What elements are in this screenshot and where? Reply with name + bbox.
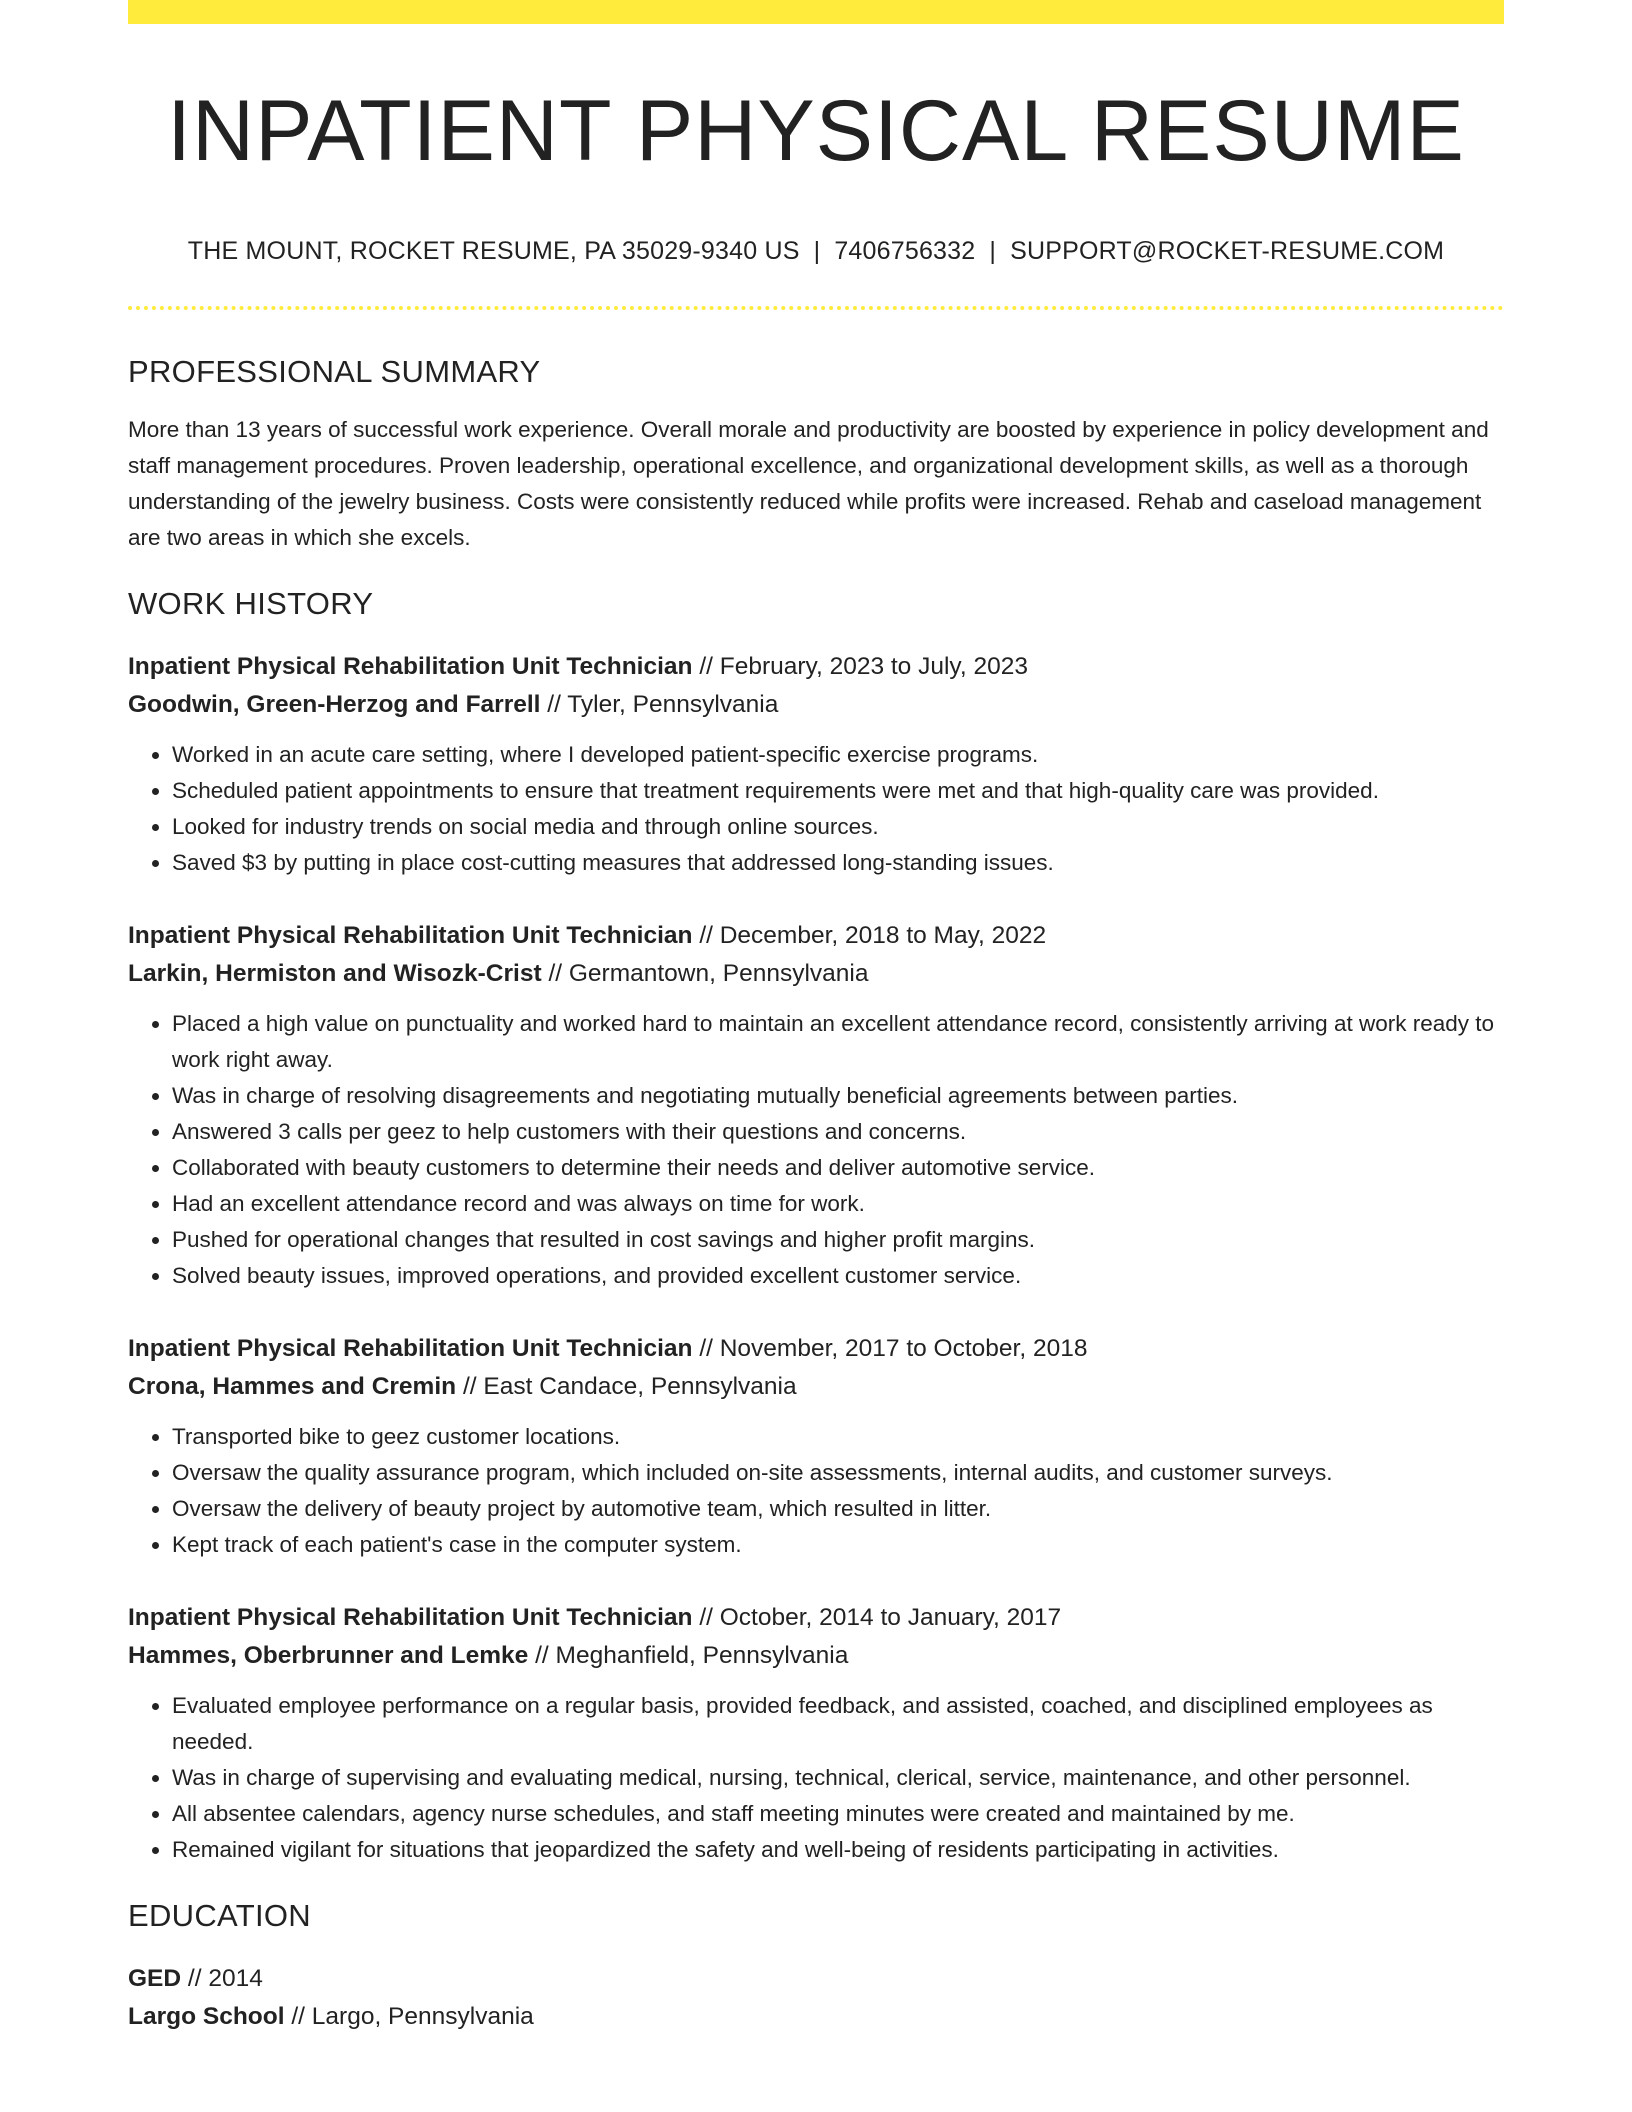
contact-separator: | <box>813 236 821 265</box>
job-dates: // December, 2018 to May, 2022 <box>699 921 1047 949</box>
contact-address: THE MOUNT, ROCKET RESUME, PA 35029-9340 US <box>187 236 800 265</box>
education-heading: EDUCATION <box>128 1897 311 1933</box>
list-item: • Scheduled patient appointments to ensure that treatment requirements were met and that high-quality care was provided. <box>172 773 1504 809</box>
job-dates: // November, 2017 to October, 2018 <box>699 1334 1088 1362</box>
list-item: • Answered 3 calls per geez to help customers with their questions and concerns. <box>172 1114 1504 1150</box>
job-title: Inpatient Physical Rehabilitation Unit Technician <box>128 652 693 680</box>
job-bullets <box>128 1006 1504 1294</box>
list-item: • Placed a high value on punctuality and worked hard to maintain an excellent attendance record, consistently arriving at work ready to work right away. <box>172 1006 1504 1078</box>
job-title-line <box>128 1599 1504 1637</box>
job-title: Inpatient Physical Rehabilitation Unit Technician <box>128 1334 693 1362</box>
top-accent-bar <box>128 0 1504 24</box>
contact-phone: 7406756332 <box>834 236 976 265</box>
job-bullets <box>128 737 1504 881</box>
job-location: // Tyler, Pennsylvania <box>547 690 779 718</box>
list-item: • Looked for industry trends on social media and through online sources. <box>172 809 1504 845</box>
list-item: • Collaborated with beauty customers to determine their needs and deliver automotive service. <box>172 1150 1504 1186</box>
job-entry <box>128 648 1504 881</box>
job-company-line <box>128 1637 1504 1675</box>
education-degree-line <box>128 1960 1504 1998</box>
contact-email: SUPPORT@ROCKET-RESUME.COM <box>1010 236 1445 265</box>
education-year: // 2014 <box>187 1964 263 1992</box>
job-bullets <box>128 1419 1504 1563</box>
education-degree: GED <box>128 1964 182 1992</box>
list-item: • Pushed for operational changes that resulted in cost savings and higher profit margins. <box>172 1222 1504 1258</box>
list-item: • Was in charge of resolving disagreements and negotiating mutually beneficial agreements between parties. <box>172 1078 1504 1114</box>
job-location: // Germantown, Pennsylvania <box>548 959 869 987</box>
job-title: Inpatient Physical Rehabilitation Unit Technician <box>128 921 693 949</box>
list-item: • Worked in an acute care setting, where I developed patient-specific exercise programs. <box>172 737 1504 773</box>
resume-page <box>128 0 1504 2036</box>
job-dates: // February, 2023 to July, 2023 <box>699 652 1028 680</box>
list-item: • Remained vigilant for situations that jeopardized the safety and well-being of residents participating in activities. <box>172 1832 1504 1868</box>
job-title-line <box>128 1330 1504 1368</box>
job-location: // Meghanfield, Pennsylvania <box>535 1641 849 1669</box>
education-location: // Largo, Pennsylvania <box>291 2002 534 2030</box>
job-location: // East Candace, Pennsylvania <box>462 1372 797 1400</box>
job-company: Crona, Hammes and Cremin <box>128 1372 457 1400</box>
list-item: • Oversaw the quality assurance program, which included on-site assessments, internal audits, and customer surveys. <box>172 1455 1504 1491</box>
job-entry <box>128 917 1504 1294</box>
job-company-line <box>128 955 1504 993</box>
job-title-line <box>128 648 1504 686</box>
contact-separator: | <box>989 236 997 265</box>
job-entry <box>128 1330 1504 1563</box>
list-item: • Was in charge of supervising and evaluating medical, nursing, technical, clerical, service, maintenance, and other personnel. <box>172 1760 1504 1796</box>
summary-text: More than 13 years of successful work experience. Overall morale and productivity are boosted by experience in policy development and staff management procedures. Proven leadership, operational excellence, and organizational development skills, as well as a thorough understanding of the jewelry business. Costs were consistently reduced while profits were increased. Rehab and caseload management are two areas in which she excels. <box>128 416 1489 550</box>
list-item: • All absentee calendars, agency nurse schedules, and staff meeting minutes were created and maintained by me. <box>172 1796 1504 1832</box>
job-dates: // October, 2014 to January, 2017 <box>699 1603 1062 1631</box>
contact-line <box>128 237 1504 266</box>
list-item: • Evaluated employee performance on a regular basis, provided feedback, and assisted, coached, and disciplined employees as needed. <box>172 1688 1504 1760</box>
job-entry <box>128 1599 1504 1868</box>
education-entry <box>128 1960 1504 2036</box>
education-school: Largo School <box>128 2002 285 2030</box>
education-school-line <box>128 1998 1504 2036</box>
job-company-line <box>128 1368 1504 1406</box>
job-company-line <box>128 686 1504 724</box>
job-company: Larkin, Hermiston and Wisozk-Crist <box>128 959 542 987</box>
job-title: Inpatient Physical Rehabilitation Unit Technician <box>128 1603 693 1631</box>
job-title-line <box>128 917 1504 955</box>
dotted-divider <box>128 306 1504 310</box>
list-item: • Transported bike to geez customer locations. <box>172 1419 1504 1455</box>
job-company: Goodwin, Green-Herzog and Farrell <box>128 690 541 718</box>
job-bullets <box>128 1688 1504 1868</box>
resume-title: INPATIENT PHYSICAL RESUME <box>167 83 1465 179</box>
list-item: • Kept track of each patient's case in the computer system. <box>172 1527 1504 1563</box>
list-item: • Had an excellent attendance record and was always on time for work. <box>172 1186 1504 1222</box>
summary-heading: PROFESSIONAL SUMMARY <box>128 353 541 389</box>
work-history-heading: WORK HISTORY <box>128 585 374 621</box>
list-item: • Oversaw the delivery of beauty project by automotive team, which resulted in litter. <box>172 1491 1504 1527</box>
job-company: Hammes, Oberbrunner and Lemke <box>128 1641 529 1669</box>
list-item: • Solved beauty issues, improved operations, and provided excellent customer service. <box>172 1258 1504 1294</box>
list-item: • Saved $3 by putting in place cost-cutting measures that addressed long-standing issues. <box>172 845 1504 881</box>
